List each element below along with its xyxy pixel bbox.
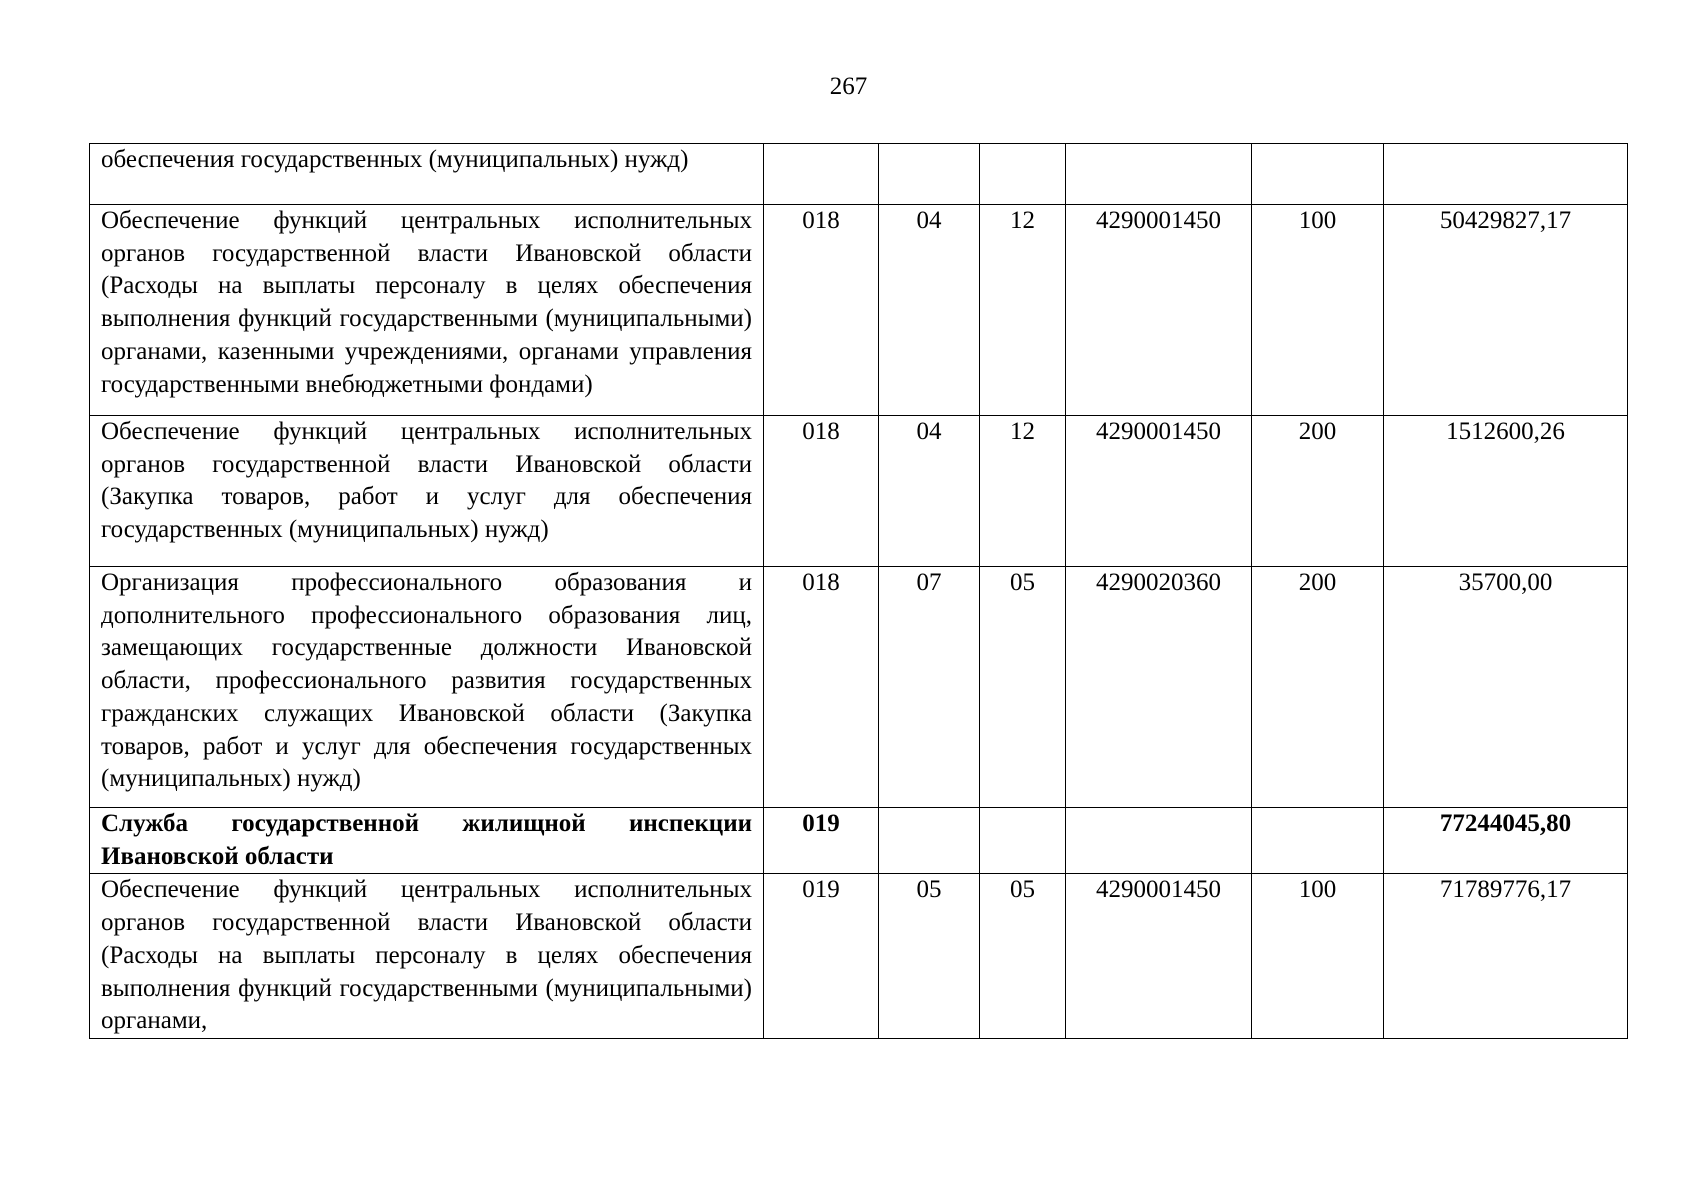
cell-subsection: 12	[980, 205, 1066, 416]
cell-section: 04	[879, 205, 980, 416]
cell-admin-code: 018	[764, 567, 879, 808]
cell-description: обеспечения государственных (муниципальных) нужд)	[90, 144, 764, 205]
cell-expense-type: 200	[1252, 416, 1384, 567]
cell-section	[879, 808, 980, 874]
cell-amount: 50429827,17	[1384, 205, 1628, 416]
table-body	[90, 144, 1628, 1039]
cell-amount: 77244045,80	[1384, 808, 1628, 874]
cell-admin-code: 018	[764, 416, 879, 567]
cell-subsection: 05	[980, 567, 1066, 808]
cell-expense-type	[1252, 808, 1384, 874]
cell-target-article: 4290001450	[1066, 416, 1252, 567]
table-row	[90, 205, 1628, 416]
table-row	[90, 416, 1628, 567]
table-row	[90, 567, 1628, 808]
cell-target-article	[1066, 144, 1252, 205]
cell-description: Обеспечение функций центральных исполнительных органов государственной власти Ивановской области (Расходы на выплаты персоналу в целях обеспечения выполнения функций государственными (муниципальными) органами, казенными учреждениями, органами управления государственными внебюджетными фондами)	[90, 205, 764, 416]
cell-admin-code: 019	[764, 808, 879, 874]
cell-expense-type	[1252, 144, 1384, 205]
cell-target-article: 4290001450	[1066, 874, 1252, 1039]
cell-subsection	[980, 808, 1066, 874]
cell-target-article: 4290001450	[1066, 205, 1252, 416]
cell-amount	[1384, 144, 1628, 205]
cell-section	[879, 144, 980, 205]
cell-section: 04	[879, 416, 980, 567]
cell-subsection: 05	[980, 874, 1066, 1039]
cell-description: Обеспечение функций центральных исполнительных органов государственной власти Ивановской области (Расходы на выплаты персоналу в целях обеспечения выполнения функций государственными (муниципальными) органами,	[90, 874, 764, 1039]
budget-table	[89, 143, 1628, 1039]
cell-admin-code	[764, 144, 879, 205]
cell-admin-code: 019	[764, 874, 879, 1039]
table-row	[90, 144, 1628, 205]
cell-description: Организация профессионального образования и дополнительного профессионального образования лиц, замещающих государственные должности Ивановской области, профессионального развития государственных гражданских служащих Ивановской области (Закупка товаров, работ и услуг для обеспечения государственных (муниципальных) нужд)	[90, 567, 764, 808]
cell-description: Служба государственной жилищной инспекции Ивановской области	[90, 808, 764, 874]
cell-amount: 1512600,26	[1384, 416, 1628, 567]
cell-expense-type: 100	[1252, 205, 1384, 416]
cell-amount: 71789776,17	[1384, 874, 1628, 1039]
cell-section: 05	[879, 874, 980, 1039]
cell-subsection: 12	[980, 416, 1066, 567]
table-row	[90, 808, 1628, 874]
cell-expense-type: 100	[1252, 874, 1384, 1039]
cell-description: Обеспечение функций центральных исполнительных органов государственной власти Ивановской области (Закупка товаров, работ и услуг для обеспечения государственных (муниципальных) нужд)	[90, 416, 764, 567]
cell-expense-type: 200	[1252, 567, 1384, 808]
cell-admin-code: 018	[764, 205, 879, 416]
cell-target-article	[1066, 808, 1252, 874]
table-row	[90, 874, 1628, 1039]
cell-subsection	[980, 144, 1066, 205]
cell-target-article: 4290020360	[1066, 567, 1252, 808]
cell-section: 07	[879, 567, 980, 808]
cell-amount: 35700,00	[1384, 567, 1628, 808]
page-number: 267	[829, 73, 868, 100]
